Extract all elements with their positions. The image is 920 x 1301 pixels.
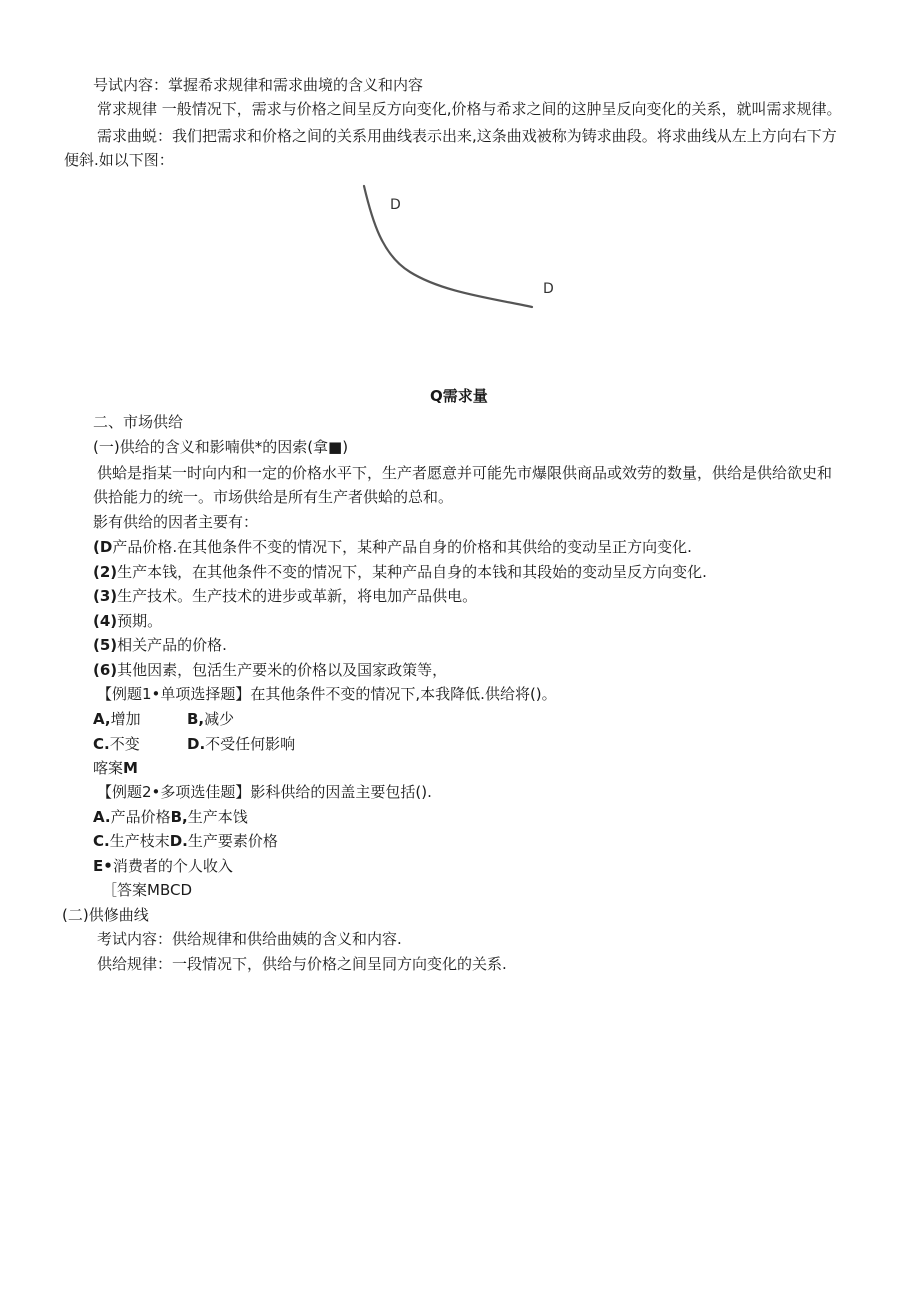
answer-1-key: M [123, 759, 138, 777]
example-2-option-e [93, 855, 233, 877]
option-b-key: B, [187, 710, 205, 728]
factor-1-number: (D [93, 538, 113, 556]
ex2-option-e-key: E• [93, 857, 113, 875]
ex2-option-d-text: 生产要素价格 [187, 832, 278, 850]
demand-law-line: 常求规律 一般情况下，需求与价格之间呈反方向变化,价格与希求之间的这肿呈反向变化的关系，就叫需求规律。 [97, 100, 842, 118]
subsection-supply-curve: (二)供修曲线 [62, 906, 149, 924]
supply-definition-line-cont: 供拾能力的统一。市场供给是所有生产者供蛤的总和。 [93, 488, 454, 506]
ex2-option-a-key: A. [93, 808, 111, 826]
ex2-option-e-text: 消费者的个人收入 [112, 857, 233, 875]
factor-5-text: 相关产品的价格. [117, 636, 227, 654]
example-1-options-cd [93, 733, 295, 755]
factor-5-number: (5) [93, 636, 118, 654]
option-c-text: 不变 [109, 735, 140, 753]
subsection-supply-meaning: (一)供给的含义和影喃供*的因索(拿■) [93, 438, 349, 456]
factor-3-number: (3) [93, 587, 118, 605]
curve-label-bottom: D [543, 281, 554, 297]
exam-content-line: 号试内容：掌握希求规律和需求曲境的含义和内容 [93, 76, 424, 94]
example-2-heading: 【例题2•多项选佳题】 [97, 783, 251, 801]
option-b-text: 减少 [204, 710, 235, 728]
caption-text: Q需求量 [430, 387, 488, 405]
option-c [93, 733, 187, 755]
figure-caption [430, 385, 488, 407]
factor-4 [93, 610, 162, 632]
factor-2-number: (2) [93, 563, 118, 581]
factor-6-number: (6) [93, 661, 118, 679]
demand-curve-figure [350, 180, 570, 320]
factor-4-number: (4) [93, 612, 118, 630]
supply-law-line: 供给规律：一段情况下，供给与价格之间呈同方向变化的关系. [97, 955, 507, 973]
ex2-option-c-text: 生产枝末 [109, 832, 170, 850]
example-2-question [97, 781, 432, 803]
example-1-question [97, 683, 557, 705]
example-2-options-cd [93, 830, 278, 852]
factor-6-text: 其他因素，包活生产要米的价格以及国家政策等， [117, 661, 448, 679]
demand-curve-line-cont: 便斜.如以下图： [64, 151, 174, 169]
example-1-answer [93, 757, 138, 779]
option-c-key: C. [93, 735, 110, 753]
option-d-key: D. [187, 735, 206, 753]
example-1-text: 在其他条件不变的情况下,本我降低.供给将()。 [250, 685, 557, 703]
option-a [93, 708, 187, 730]
factor-2 [93, 561, 707, 583]
ex2-option-d-key: D. [169, 832, 188, 850]
demand-curve-svg [350, 180, 570, 320]
option-b [187, 710, 234, 728]
ex2-option-c-key: C. [93, 832, 110, 850]
factor-4-text: 预期。 [117, 612, 163, 630]
factor-1 [93, 536, 692, 558]
ex2-option-b-key: B, [170, 808, 188, 826]
supply-definition-line: 供蛤是指某一时向内和一定的价格水平下，生产者愿意并可能先市爆限供商品或效劳的数量，供给是供给欲史和 [97, 464, 833, 482]
option-a-key: A, [93, 710, 111, 728]
supply-factors-intro: 影有供给的因者主要有： [93, 513, 259, 531]
factor-2-text: 生产本钱，在其他条件不变的情况下，某种产品自身的本钱和其段始的变动呈反方向变化. [117, 563, 707, 581]
factor-1-text: 产品价格.在其他条件不变的情况下，某种产品自身的价格和其供给的变动呈正方向变化. [112, 538, 692, 556]
example-2-text: 影科供给的因盖主要包括(). [250, 783, 432, 801]
example-2-answer: ［答案MBCD [102, 881, 192, 899]
ex2-option-b-text: 生产本饯 [187, 808, 248, 826]
curve-label-top: D [390, 197, 401, 213]
factor-3-text: 生产技术。生产技术的进步或革新，将电加产品供电。 [117, 587, 478, 605]
factor-5 [93, 634, 227, 656]
ex2-option-a-text: 产品价格 [110, 808, 171, 826]
answer-1-label: 喀案 [93, 759, 124, 777]
demand-curve-line: 需求曲蜕：我们把需求和价格之间的关系用曲线表示出来,这条曲戏被称为铸求曲段。将求曲线从左上方向右下方 [97, 127, 837, 145]
option-d-text: 不受任何影响 [205, 735, 296, 753]
factor-3 [93, 585, 477, 607]
example-2-options-ab [93, 806, 248, 828]
option-d [187, 735, 295, 753]
section-market-supply: 二、市场供给 [93, 413, 184, 431]
example-1-heading: 【例题1•单项选择题】 [97, 685, 251, 703]
option-a-text: 增加 [110, 710, 141, 728]
factor-6 [93, 659, 447, 681]
example-1-options-ab [93, 708, 234, 730]
supply-exam-content: 考试内容：供给规律和供给曲姨的含义和内容. [97, 930, 402, 948]
